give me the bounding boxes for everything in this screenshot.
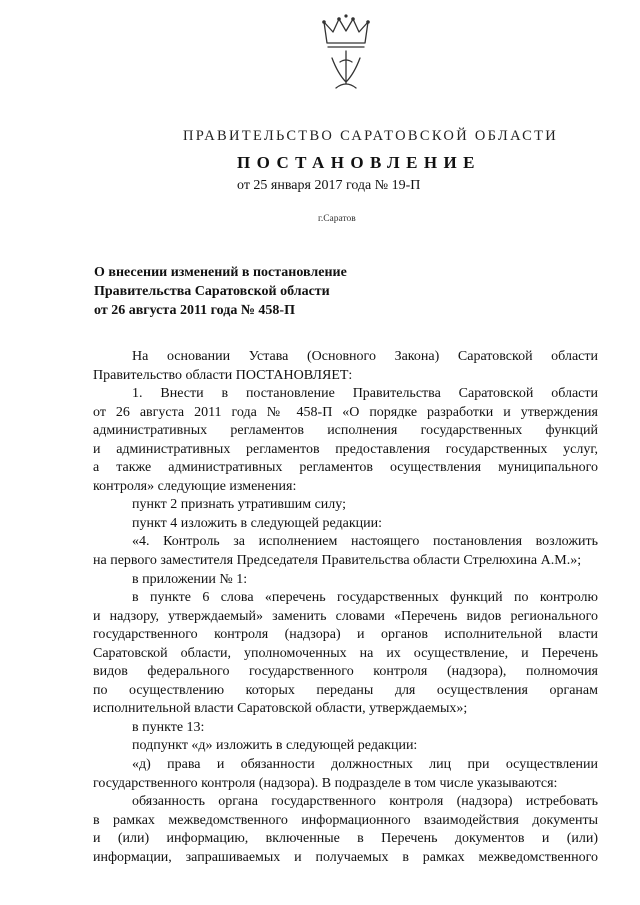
- body-line: Саратовской области, уполномоченных на их осуществление, и Перечень: [93, 645, 598, 661]
- body-line: а также административных регламентов осуществления муниципального: [93, 460, 598, 476]
- body-line: «4. Контроль за исполнением настоящего постановления возложить: [132, 534, 598, 550]
- body-line: от 26 августа 2011 года № 458-П «О порядке разработки и утверждения: [93, 404, 598, 420]
- body-line: обязанность органа государственного контроля (надзора) истребовать: [132, 794, 598, 810]
- issuing-city: г.Саратов: [318, 214, 356, 224]
- body-line: Правительство области ПОСТАНОВЛЯЕТ:: [93, 367, 353, 383]
- body-line: и надзору, утверждаемый» заменить словами «Перечень видов регионального: [93, 608, 598, 624]
- subject-line: от 26 августа 2011 года № 458-П: [94, 303, 295, 318]
- crown-emblem-icon: [318, 14, 374, 98]
- body-line: в рамках межведомственного информационного взаимодействия документы: [93, 812, 598, 828]
- body-line: информации, запрашиваемых и получаемых в рамках межведомственного: [93, 849, 598, 865]
- body-line: и административных регламентов предоставления государственных услуг,: [93, 441, 598, 457]
- document-subject: [94, 263, 414, 320]
- body-line: подпункт «д» изложить в следующей редакции:: [132, 738, 418, 754]
- body-line: пункт 2 признать утратившим силу;: [132, 497, 346, 513]
- body-line: государственного контроля (надзора) и органов исполнительной власти: [93, 627, 598, 643]
- body-line: 1. Внести в постановление Правительства Саратовской области: [132, 386, 598, 402]
- document-body: [93, 348, 598, 867]
- body-line: пункт 4 изложить в следующей редакции:: [132, 515, 382, 531]
- document-date-number: от 25 января 2017 года № 19-П: [237, 178, 421, 193]
- body-line: в пункте 6 слова «перечень государственных функций по контролю: [132, 590, 598, 606]
- body-line: На основании Устава (Основного Закона) Саратовской области: [132, 349, 598, 364]
- body-line: в пункте 13:: [132, 719, 205, 735]
- body-line: по осуществлению которых переданы для осуществления органам: [93, 682, 598, 698]
- body-line: и (или) информацию, включенные в Перечень документов и (или): [93, 831, 598, 847]
- government-title: ПРАВИТЕЛЬСТВО САРАТОВСКОЙ ОБЛАСТИ: [183, 128, 559, 144]
- body-line: государственного контроля (надзора). В подразделе в том числе указываются:: [93, 775, 558, 791]
- subject-line: Правительства Саратовской области: [94, 284, 330, 299]
- body-line: на первого заместителя Председателя Правительства области Стрелюхина А.М.»;: [93, 553, 582, 569]
- body-line: административных регламентов исполнения государственных функций: [93, 423, 598, 439]
- subject-line: О внесении изменений в постановление: [94, 265, 347, 280]
- body-line: видов федерального государственного контроля (надзора), полномочия: [93, 664, 598, 680]
- body-line: контроля» следующие изменения:: [93, 478, 297, 494]
- body-line: «д) права и обязанности должностных лиц при осуществлении: [132, 757, 598, 773]
- document-type-title: ПОСТАНОВЛЕНИЕ: [237, 153, 481, 172]
- body-line: в приложении № 1:: [132, 571, 248, 587]
- body-line: исполнительной власти Саратовской области, утверждаемых»;: [93, 701, 468, 717]
